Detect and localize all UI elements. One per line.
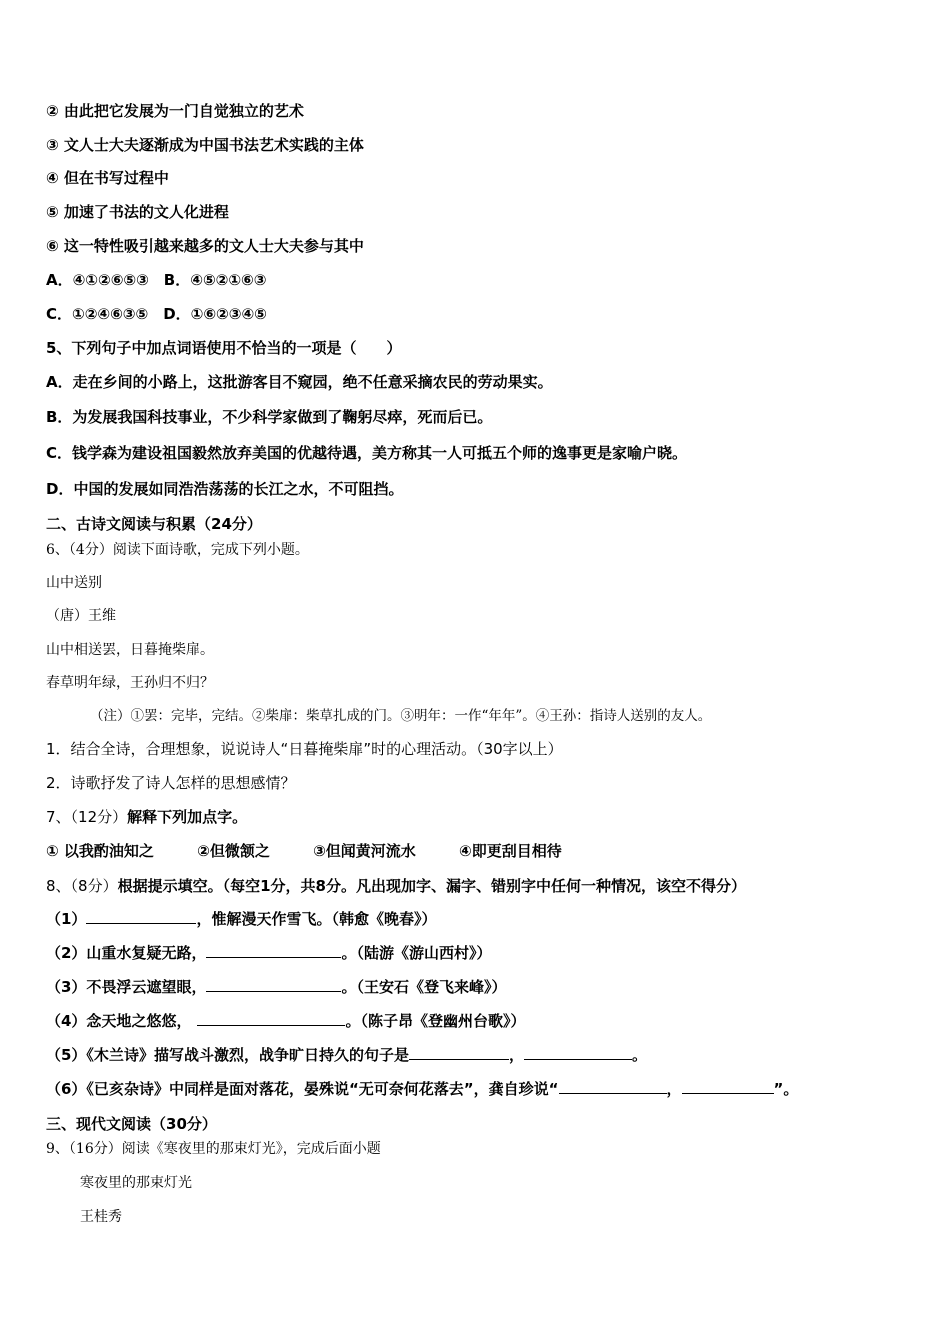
q6-stem: 6、（4分）阅读下面诗歌，完成下列小题。 — [46, 542, 309, 558]
q5-stem: 5、下列句子中加点词语使用不恰当的一项是（ ） — [46, 339, 402, 357]
q7-item-4: ④即更刮目相待 — [459, 842, 562, 860]
section2-heading: 二、古诗文阅读与积累（24分） — [46, 515, 262, 533]
q7-instruction: 解释下列加点字。 — [127, 808, 248, 826]
answer-blank[interactable] — [86, 909, 196, 924]
poem-title: 山中送别 — [46, 575, 102, 591]
q5-choice-d: D．中国的发展如同浩浩荡荡的长江之水，不可阻挡。 — [46, 480, 404, 498]
poem-line-1: 山中相送罢，日暮掩柴扉。 — [46, 642, 214, 658]
q8-item-1 — [46, 909, 436, 929]
answer-blank[interactable] — [682, 1079, 774, 1094]
article-title: 寒夜里的那束灯光 — [80, 1175, 192, 1191]
q8-5-text-post: 。 — [631, 1046, 647, 1064]
section3-heading: 三、现代文阅读（30分） — [46, 1115, 217, 1133]
sentence-option-4: ④ 但在书写过程中 — [46, 169, 169, 187]
q8-4-text-pre: （4）念天地之悠悠， — [46, 1012, 192, 1030]
answer-blank[interactable] — [206, 943, 341, 958]
q7-stem — [46, 807, 247, 827]
q7-item-1: ① 以我酌油知之 — [46, 842, 154, 860]
q8-2-text-post: 。（陆游《游山西村》） — [341, 944, 492, 962]
q8-item-2 — [46, 943, 491, 963]
q8-6-sep: ， — [666, 1080, 682, 1098]
q8-score: 8、（8分） — [46, 877, 118, 895]
q8-item-6 — [46, 1079, 798, 1099]
q8-2-text-pre: （2）山重水复疑无路， — [46, 944, 207, 962]
q5-choice-a: A．走在乡间的小路上，这批游客目不窥园，绝不任意采摘农民的劳动果实。 — [46, 373, 553, 391]
q8-item-5 — [46, 1045, 647, 1065]
poem-note: （注）①罢：完毕，完结。②柴扉：柴草扎成的门。③明年：一作“年年”。④王孙：指诗人送别的友人。 — [90, 708, 712, 724]
sentence-option-5: ⑤ 加速了书法的文人化进程 — [46, 203, 229, 221]
q8-1-text: ，惟解漫天作雪飞。（韩愈《晚春》） — [196, 910, 437, 928]
poem-author: （唐）王维 — [46, 608, 116, 624]
answer-blank[interactable] — [409, 1045, 509, 1060]
answer-blank[interactable] — [559, 1079, 667, 1094]
q8-6-text-post: ”。 — [773, 1080, 799, 1098]
q8-5-sep: ， — [508, 1046, 524, 1064]
q8-item-3 — [46, 977, 506, 997]
q7-item-3: ③但闻黄河流水 — [313, 842, 416, 860]
q7-item-2: ②但微颔之 — [197, 842, 270, 860]
poem-line-2: 春草明年绿，王孙归不归？ — [46, 675, 214, 691]
q8-stem — [46, 876, 746, 896]
choice-a-b: A．④①②⑥⑤③ B．④⑤②①⑥③ — [46, 271, 267, 289]
q8-3-text-post: 。（王安石《登飞来峰》） — [341, 978, 507, 996]
q8-instruction: 根据提示填空。（每空1分，共8分。凡出现加字、漏字、错别字中任何一种情况，该空不得分） — [117, 877, 746, 895]
sentence-option-2: ② 由此把它发展为一门自觉独立的艺术 — [46, 102, 304, 120]
answer-blank[interactable] — [197, 1011, 345, 1026]
q8-5-text-pre: （5）《木兰诗》描写战斗激烈，战争旷日持久的句子是 — [46, 1046, 409, 1064]
q6-sub-1: 1．结合全诗，合理想象，说说诗人“日暮掩柴扉”时的心理活动。（30字以上） — [46, 740, 563, 758]
q9-stem: 9、（16分）阅读《寒夜里的那束灯光》，完成后面小题 — [46, 1141, 381, 1157]
q8-item-4 — [46, 1011, 525, 1031]
q8-3-text-pre: （3）不畏浮云遮望眼， — [46, 978, 207, 996]
answer-blank[interactable] — [206, 977, 341, 992]
q8-4-text-post: 。（陈子昂《登幽州台歌》） — [345, 1012, 526, 1030]
answer-blank[interactable] — [524, 1045, 632, 1060]
sentence-option-3: ③ 文人士大夫逐渐成为中国书法艺术实践的主体 — [46, 136, 364, 154]
q7-score: 7、（12分） — [46, 808, 128, 826]
q6-sub-2: 2．诗歌抒发了诗人怎样的思想感情？ — [46, 774, 296, 792]
q5-choice-b: B．为发展我国科技事业，不少科学家做到了鞠躬尽瘁，死而后已。 — [46, 408, 493, 426]
q5-choice-c: C．钱学森为建设祖国毅然放弃美国的优越待遇，美方称其一人可抵五个师的逸事更是家喻户晓。 — [46, 444, 688, 462]
q8-6-text-pre: （6）《已亥杂诗》中同样是面对落花，晏殊说“无可奈何花落去”，龚自珍说“ — [46, 1080, 559, 1098]
sentence-option-6: ⑥ 这一特性吸引越来越多的文人士大夫参与其中 — [46, 237, 364, 255]
choice-c-d: C．①②④⑥③⑤ D．①⑥②③④⑤ — [46, 305, 267, 323]
q8-1-label: （1） — [46, 910, 87, 928]
article-author: 王桂秀 — [80, 1209, 122, 1225]
q7-items — [46, 841, 600, 861]
